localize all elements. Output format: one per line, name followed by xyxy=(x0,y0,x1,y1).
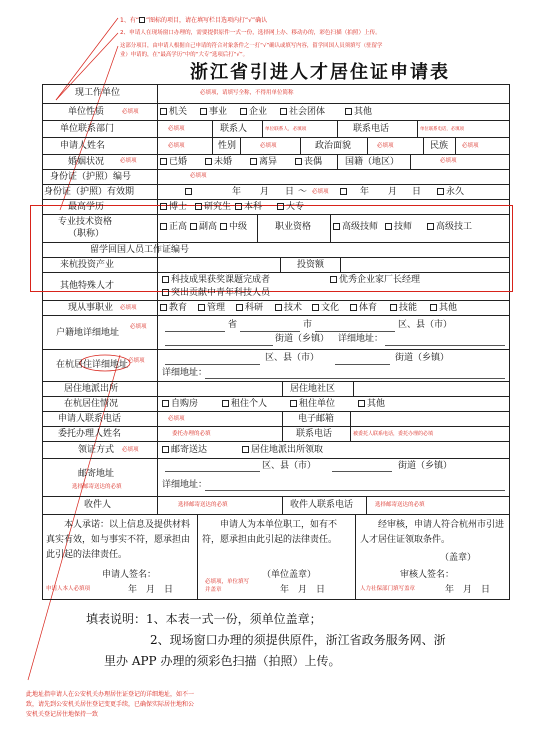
opt-industry-2[interactable]: 科研 xyxy=(236,303,263,314)
review-seal: （盖章） xyxy=(440,553,477,563)
opt-unit-nature-4[interactable]: 其他 xyxy=(345,107,372,118)
hint-receiver: 选择邮寄送达的必填 xyxy=(178,502,228,508)
label-applicant-tel: 申请人联系电话 xyxy=(58,414,122,424)
label-study-abroad: 留学回国人员工作证编号 xyxy=(90,245,190,255)
hint-mail-addr: 选择邮寄送达的必填 xyxy=(72,484,122,490)
label-marital: 婚姻状况 xyxy=(68,157,105,167)
footer-line-3: 里办 APP 办理的须彩色扫描（拍照）上传。 xyxy=(104,654,341,668)
opt-living-0[interactable]: 自购房 xyxy=(162,399,198,410)
label-name: 申请人姓名 xyxy=(60,141,106,151)
id-start-month: 月 xyxy=(260,187,270,197)
hukou-province: 省 xyxy=(228,320,238,330)
hint-unit-2: 并盖章 xyxy=(205,587,222,593)
hint-ethnic: 必填项 xyxy=(462,143,479,149)
hint-review: 人力社保部门填写盖章 xyxy=(360,586,416,592)
id-start-year: 年 xyxy=(232,187,242,197)
label-nationality: 国籍（地区） xyxy=(345,157,400,167)
residence-detail: 详细地址： xyxy=(162,368,208,378)
opt-education-2[interactable]: 本科 xyxy=(235,202,262,213)
label-hukou: 户籍地详细地址 xyxy=(56,328,120,338)
bottom-note-2: 致，请先到公安机关居住登记变更手续，已确保实际居住地和公 xyxy=(26,701,195,708)
label-receiver: 收件人 xyxy=(84,500,112,510)
label-id-no: 身份证（护照）编号 xyxy=(50,172,132,182)
opt-marital-0[interactable]: 已婚 xyxy=(160,157,187,168)
hint-id-valid: 必填项 xyxy=(312,189,329,195)
label-receive: 领证方式 xyxy=(78,445,115,455)
hint-id-no: 必填项 xyxy=(190,173,207,179)
opt-receive-0[interactable]: 邮寄送达 xyxy=(162,445,207,456)
unit-date: 年 月 日 xyxy=(280,585,326,595)
opt-industry-5[interactable]: 体育 xyxy=(350,303,377,314)
label-living: 在杭居住情况 xyxy=(64,399,119,409)
id-end-year: 年 xyxy=(360,187,370,197)
label-agent-tel: 联系电话 xyxy=(296,429,333,439)
hint-contact: 单位联系人，必填项 xyxy=(265,127,307,132)
review-sign-label: 审核人签名： xyxy=(400,570,455,580)
hukou-city: 市 xyxy=(303,320,313,330)
label-unit: 现工作单位 xyxy=(75,88,121,98)
opt-special-2[interactable]: 突出贡献中青年科技人员 xyxy=(162,288,270,299)
label-ethnic: 民族 xyxy=(430,141,449,151)
hint-agent-tel: 被委托人联系电话，委托办理的必填 xyxy=(353,431,434,437)
label-residence: 在杭居住详细地址 xyxy=(56,360,129,370)
label-vocational: 职业资格 xyxy=(275,222,312,232)
label-id-valid: 身份证（护照）有效期 xyxy=(44,187,135,197)
hint-receiver-tel: 选择邮寄送达的必填 xyxy=(375,502,425,508)
opt-living-3[interactable]: 其他 xyxy=(358,399,385,410)
mail-street: 街道（乡镇） xyxy=(398,461,453,471)
opt-industry-1[interactable]: 管理 xyxy=(198,303,225,314)
label-invest-industry: 来杭投资产业 xyxy=(60,260,115,270)
form-title: 浙江省引进人才居住证申请表 xyxy=(190,62,450,83)
label-unit-nature: 单位性质 xyxy=(68,107,105,117)
note-2: 2、申请人在现场窗口办理的，需要提供原件一式一份，选择网上办、移动办的，彩色扫描（拍照）上传。 xyxy=(120,30,381,36)
label-contact-tel: 联系电话 xyxy=(353,124,390,134)
hukou-street: 街道（乡镇） xyxy=(275,334,330,344)
label-politics: 政治面貌 xyxy=(315,141,352,151)
opt-id-date-start[interactable] xyxy=(185,187,194,198)
hint-unit-nature: 必填项 xyxy=(122,109,139,115)
opt-title-pro-1[interactable]: 副高 xyxy=(190,222,217,233)
residence-street: 街道（乡镇） xyxy=(395,353,450,363)
opt-vocational-1[interactable]: 技师 xyxy=(385,222,412,233)
id-end-day: 日 xyxy=(412,187,422,197)
opt-marital-3[interactable]: 丧偶 xyxy=(295,157,322,168)
hint-agent: 委托办理的必填 xyxy=(172,431,211,437)
bottom-note-3: 安机关登记居住地保持一致 xyxy=(26,711,99,718)
hint-contact-tel: 单位联系电话，必填项 xyxy=(420,127,464,132)
hint-name: 必填项 xyxy=(168,143,185,149)
label-gender: 性别 xyxy=(218,141,237,151)
label-contact: 联系人 xyxy=(220,124,248,134)
review-text: 经审核，申请人符合杭州市引进人才居住证领取条件。 xyxy=(360,520,505,545)
label-agent: 委托办理人姓名 xyxy=(58,429,122,439)
hint-nationality: 必填项 xyxy=(440,158,457,164)
footer-line-1: 填表说明：1、本表一式一份，须单位盖章； xyxy=(86,612,322,626)
id-to: ～ xyxy=(298,187,308,197)
label-industry: 现从事职业 xyxy=(68,303,114,313)
hint-hukou: 必填项 xyxy=(130,324,147,330)
hint-unit-dept: 必填项 xyxy=(168,126,185,132)
label-mail-addr: 邮寄地址 xyxy=(78,469,115,479)
id-start-day: 日 xyxy=(285,187,295,197)
unit-seal: （单位盖章） xyxy=(262,570,317,580)
opt-education-1[interactable]: 研究生 xyxy=(195,202,231,213)
hint-unit-1: 必填项，单位填写 xyxy=(205,579,250,585)
label-education: 最高学历 xyxy=(68,202,105,212)
applicant-date: 年 月 日 xyxy=(128,585,174,595)
bottom-note-1: 此地址指申请人在公安机关办理居住证登记的详细地址，如不一 xyxy=(26,691,195,698)
opt-marital-2[interactable]: 离异 xyxy=(250,157,277,168)
opt-unit-nature-3[interactable]: 社会团体 xyxy=(280,107,325,118)
opt-title-pro-2[interactable]: 中级 xyxy=(220,222,247,233)
opt-id-forever[interactable]: 永久 xyxy=(437,187,464,198)
hint-marital: 必填项 xyxy=(120,158,137,164)
mail-detail: 详细地址： xyxy=(162,480,208,490)
note-1: 1、有“ ”图标的项目，请在填写栏目选项内打“√”确认 xyxy=(120,17,268,24)
hint-industry: 必填项 xyxy=(120,305,137,311)
opt-industry-6[interactable]: 技能 xyxy=(390,303,417,314)
opt-education-3[interactable]: 大专 xyxy=(277,202,304,213)
opt-unit-nature-1[interactable]: 事业 xyxy=(200,107,227,118)
opt-education-0[interactable]: 博士 xyxy=(160,202,187,213)
label-title-pro2: （职称） xyxy=(68,229,105,239)
hint-gender: 必填项 xyxy=(260,143,277,149)
hint-applicant-tel: 必填项 xyxy=(168,416,185,422)
opt-marital-1[interactable]: 未婚 xyxy=(205,157,232,168)
hukou-detail: 详细地址： xyxy=(338,334,384,344)
label-special: 其他特殊人才 xyxy=(60,281,115,291)
note-3a: 这部分项目，由申请人根据自己申请的符合对象条件之一打“√”确认或填写内容，留学回国人员须填写（驻留学 xyxy=(120,43,383,49)
opt-vocational-0[interactable]: 高级技师 xyxy=(333,222,378,233)
opt-receive-1[interactable]: 居住地派出所领取 xyxy=(242,445,323,456)
opt-unit-nature-2[interactable]: 企业 xyxy=(240,107,267,118)
label-title-pro: 专业技术资格 xyxy=(58,217,113,227)
label-invest-amount: 投资额 xyxy=(297,260,325,270)
opt-special-1[interactable]: 优秀企业家厂长经理 xyxy=(330,275,420,286)
opt-industry-7[interactable]: 其他 xyxy=(430,303,457,314)
hint-unit: 必填项，请填写全称，不得用单位简称 xyxy=(200,90,294,96)
opt-industry-0[interactable]: 教育 xyxy=(160,303,187,314)
opt-special-0[interactable]: 科技成果获奖课题完成者 xyxy=(162,275,270,286)
label-unit-dept: 单位联系部门 xyxy=(60,124,115,134)
id-end-month: 月 xyxy=(388,187,398,197)
hint-residence: 必填项 xyxy=(128,358,145,364)
opt-unit-nature-0[interactable]: 机关 xyxy=(160,107,187,118)
unit-confirm: 申请人为本单位职工，如有不符，愿承担由此引起的法律责任。 xyxy=(202,520,338,545)
hint-politics: 必填项 xyxy=(377,143,394,149)
footer-line-2: 2、现场窗口办理的须提供原件，浙江省政务服务网、浙 xyxy=(150,633,446,647)
note-3b: 业）申请的，在“最高学历”中的“大专”选项后打“√”。 xyxy=(120,52,249,58)
applicant-sign-label: 申请人签名： xyxy=(102,570,157,580)
label-receiver-tel: 收件人联系电话 xyxy=(290,500,354,510)
hint-applicant-sign: 申请人本人必填项 xyxy=(46,586,91,592)
opt-title-pro-0[interactable]: 正高 xyxy=(160,222,187,233)
opt-vocational-2[interactable]: 高级技工 xyxy=(427,222,472,233)
label-email: 电子邮箱 xyxy=(298,414,335,424)
opt-industry-3[interactable]: 技术 xyxy=(275,303,302,314)
mail-district: 区、县（市） xyxy=(262,461,317,471)
label-police: 居住地派出所 xyxy=(64,384,119,394)
label-community: 居住地社区 xyxy=(290,384,336,394)
review-date: 年 月 日 xyxy=(445,585,491,595)
opt-id-date-end[interactable] xyxy=(340,187,349,198)
applicant-promise: 本人承诺：以上信息及提供材料真实有效，如与事实不符，愿承担由此引起的法律责任。 xyxy=(46,520,191,560)
opt-living-1[interactable]: 租住个人 xyxy=(222,399,267,410)
opt-industry-4[interactable]: 文化 xyxy=(312,303,339,314)
opt-living-2[interactable]: 租住单位 xyxy=(290,399,335,410)
hukou-district: 区、县（市） xyxy=(398,320,453,330)
residence-district: 区、县（市） xyxy=(265,353,320,363)
hint-receive: 必填项 xyxy=(122,447,139,453)
